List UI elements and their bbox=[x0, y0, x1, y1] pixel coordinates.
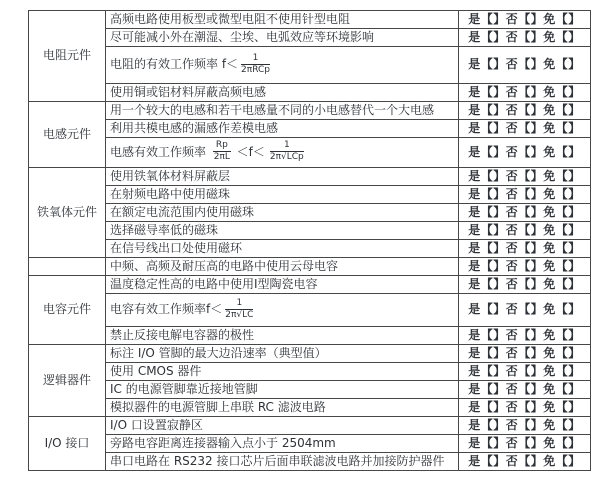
answer-options: 是【】否【】免【】 bbox=[459, 186, 591, 204]
answer-options: 是【】否【】免【】 bbox=[459, 138, 591, 168]
fraction: $\frac{1}{\text{2π√LCp}}$ bbox=[269, 140, 304, 162]
item-description: 使用铜或铝材料屏蔽高频电感 bbox=[106, 84, 459, 102]
answer-options: 是【】否【】免【】 bbox=[459, 240, 591, 258]
item-description-formula bbox=[106, 294, 459, 327]
item-description: 在射频电路中使用磁珠 bbox=[106, 186, 459, 204]
answer-options: 是【】否【】免【】 bbox=[459, 327, 591, 345]
answer-options: 是【】否【】免【】 bbox=[459, 168, 591, 186]
answer-options: 是【】否【】免【】 bbox=[459, 120, 591, 138]
table-row bbox=[29, 417, 591, 435]
item-description: 中频、高频及耐压高的电路中使用云母电容 bbox=[106, 258, 459, 276]
answer-options: 是【】否【】免【】 bbox=[459, 47, 591, 84]
item-description: 禁止反接电解电容器的极性 bbox=[106, 327, 459, 345]
formula-prefix: 电容有效工作频率f＜ bbox=[110, 302, 223, 317]
item-description: 温度稳定性高的电路中使用Ⅰ型陶瓷电容 bbox=[106, 276, 459, 294]
fraction: $\frac{1}{\text{2πRCp}}$ bbox=[241, 52, 270, 75]
item-description: I/O 口设置寂静区 bbox=[106, 417, 459, 435]
item-description-formula bbox=[106, 138, 459, 168]
item-description: 在信号线出口处使用磁环 bbox=[106, 240, 459, 258]
table-row bbox=[29, 138, 591, 168]
answer-options: 是【】否【】免【】 bbox=[459, 276, 591, 294]
answer-options: 是【】否【】免【】 bbox=[459, 222, 591, 240]
item-description: 串口电路在 RS232 接口芯片后面串联滤波电路并加接防护器件 bbox=[106, 453, 459, 471]
answer-options: 是【】否【】免【】 bbox=[459, 453, 591, 471]
fraction: $\frac{Rp}{2\pi L}$ bbox=[213, 140, 230, 162]
item-description: 选择磁导率低的磁珠 bbox=[106, 222, 459, 240]
answer-options: 是【】否【】免【】 bbox=[459, 345, 591, 363]
item-description: 模拟器件的电源管脚上串联 RC 滤波电路 bbox=[106, 399, 459, 417]
answer-options: 是【】否【】免【】 bbox=[459, 102, 591, 120]
table-row bbox=[29, 363, 591, 381]
table-row bbox=[29, 120, 591, 138]
category-cell-inductor: 电感元件 bbox=[29, 102, 106, 168]
item-description: 旁路电容距离连接器输入点小于 2504mm bbox=[106, 435, 459, 453]
table-row bbox=[29, 186, 591, 204]
category-cell-io: I/O 接口 bbox=[29, 417, 106, 471]
answer-options: 是【】否【】免【】 bbox=[459, 204, 591, 222]
table-row bbox=[29, 294, 591, 327]
item-description: 使用 CMOS 器件 bbox=[106, 363, 459, 381]
answer-options: 是【】否【】免【】 bbox=[459, 417, 591, 435]
item-description-formula bbox=[106, 47, 459, 84]
table-row bbox=[29, 29, 591, 47]
emc-checklist-table bbox=[28, 10, 591, 471]
table-row bbox=[29, 47, 591, 84]
item-description: 标注 I/O 管脚的最大边沿速率（典型值） bbox=[106, 345, 459, 363]
item-description: 使用铁氧体材料屏蔽层 bbox=[106, 168, 459, 186]
category-cell-logic: 逻辑器件 bbox=[29, 345, 106, 417]
table-row bbox=[29, 381, 591, 399]
item-description: 用一个较大的电感和若干电感量不同的小电感替代一个大电感 bbox=[106, 102, 459, 120]
answer-options: 是【】否【】免【】 bbox=[459, 11, 591, 29]
table-row bbox=[29, 399, 591, 417]
answer-options: 是【】否【】免【】 bbox=[459, 29, 591, 47]
table-row bbox=[29, 258, 591, 276]
table-row bbox=[29, 276, 591, 294]
answer-options: 是【】否【】免【】 bbox=[459, 258, 591, 276]
category-cell-capacitor: 电容元件 bbox=[29, 276, 106, 345]
table-row bbox=[29, 453, 591, 471]
category-cell-empty bbox=[29, 258, 106, 276]
item-description: 高频电路使用板型或微型电阻不使用针型电阻 bbox=[106, 11, 459, 29]
table-row bbox=[29, 435, 591, 453]
table-row bbox=[29, 11, 591, 29]
table-row bbox=[29, 168, 591, 186]
item-description: 尽可能减小外在潮湿、尘埃、电弧效应等环境影响 bbox=[106, 29, 459, 47]
answer-options: 是【】否【】免【】 bbox=[459, 84, 591, 102]
table-row bbox=[29, 84, 591, 102]
formula-prefix: 电感有效工作频率 bbox=[110, 144, 207, 159]
table-row bbox=[29, 102, 591, 120]
table-row bbox=[29, 345, 591, 363]
answer-options: 是【】否【】免【】 bbox=[459, 381, 591, 399]
table-row bbox=[29, 222, 591, 240]
answer-options: 是【】否【】免【】 bbox=[459, 435, 591, 453]
table-row bbox=[29, 327, 591, 345]
item-description: 在额定电流范围内使用磁珠 bbox=[106, 204, 459, 222]
answer-options: 是【】否【】免【】 bbox=[459, 363, 591, 381]
answer-options: 是【】否【】免【】 bbox=[459, 294, 591, 327]
checklist-sheet bbox=[28, 10, 591, 471]
formula-prefix: 电阻的有效工作频率 f＜ bbox=[110, 57, 239, 72]
answer-options: 是【】否【】免【】 bbox=[459, 399, 591, 417]
table-row bbox=[29, 240, 591, 258]
fraction: $\frac{1}{2\pi√LC}$ bbox=[225, 297, 254, 320]
item-description: IC 的电源管脚靠近接地管脚 bbox=[106, 381, 459, 399]
formula-middle: ＜f＜ bbox=[236, 144, 265, 159]
item-description: 利用共模电感的漏感作差模电感 bbox=[106, 120, 459, 138]
category-cell-resistor: 电阻元件 bbox=[29, 11, 106, 102]
table-row bbox=[29, 204, 591, 222]
category-cell-ferrite: 铁氧体元件 bbox=[29, 168, 106, 258]
